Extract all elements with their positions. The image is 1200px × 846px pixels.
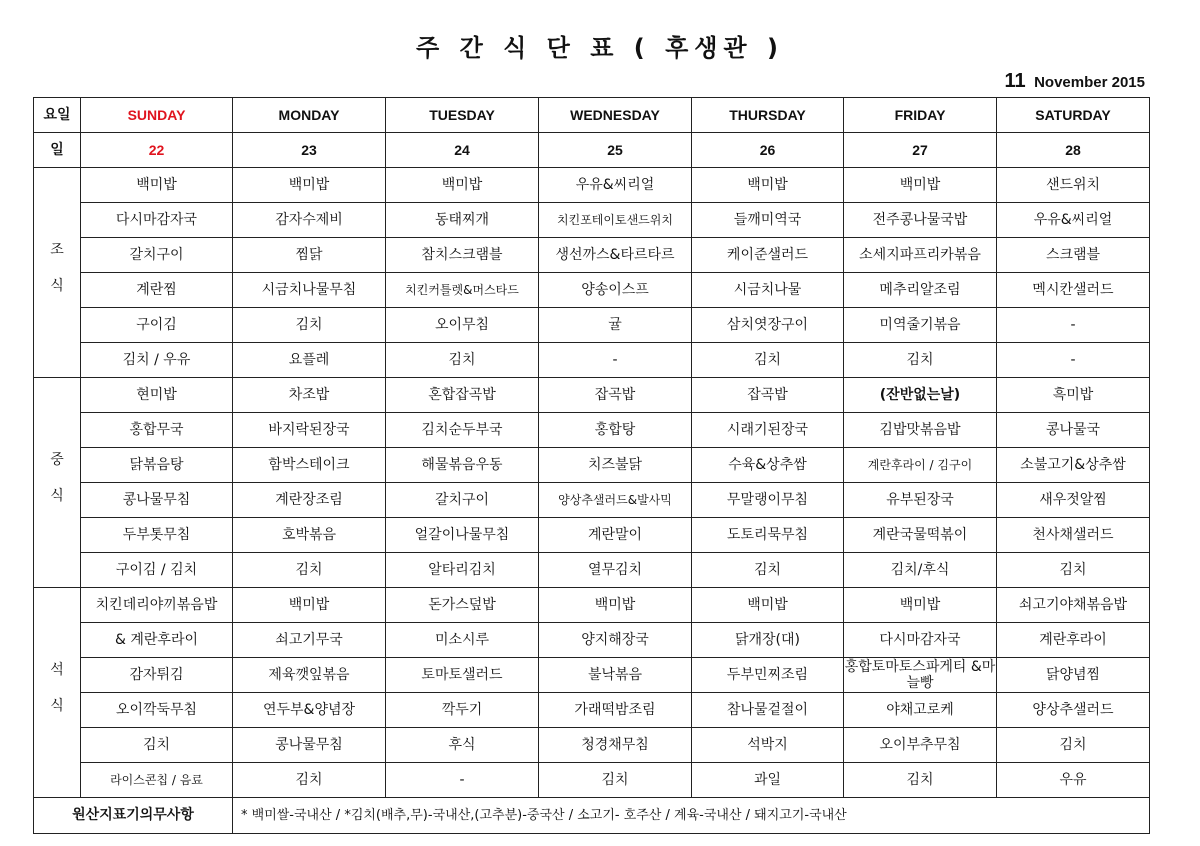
- day-name-thursday: THURSDAY: [692, 98, 844, 133]
- menu-row: [34, 553, 1150, 588]
- menu-item: 열무김치: [539, 553, 692, 588]
- menu-item: -: [539, 343, 692, 378]
- menu-item: 쇠고기무국: [233, 623, 386, 658]
- menu-item: 스크램블: [997, 238, 1150, 273]
- date-month-year: November 2015: [1034, 74, 1145, 91]
- menu-item: 백미밥: [692, 168, 844, 203]
- menu-item: 치킨포테이토샌드위치: [539, 203, 692, 238]
- menu-item: 잡곡밥: [539, 378, 692, 413]
- menu-item: 갈치구이: [81, 238, 233, 273]
- menu-item: 김치: [844, 763, 997, 798]
- date-cell: 24: [386, 133, 539, 168]
- menu-item: 메추리알조림: [844, 273, 997, 308]
- menu-item: 홍합무국: [81, 413, 233, 448]
- menu-item: & 계란후라이: [81, 623, 233, 658]
- menu-item: 함박스테이크: [233, 448, 386, 483]
- date-cell: 25: [539, 133, 692, 168]
- day-name-wednesday: WEDNESDAY: [539, 98, 692, 133]
- meal-label-text: 중 식: [50, 452, 64, 504]
- menu-item: 갈치구이: [386, 483, 539, 518]
- menu-item: 해물볶음우동: [386, 448, 539, 483]
- menu-item: 돈가스덮밥: [386, 588, 539, 623]
- menu-item: 토마토샐러드: [386, 658, 539, 693]
- menu-item: 동태찌개: [386, 203, 539, 238]
- menu-item: 백미밥: [81, 168, 233, 203]
- menu-item: 백미밥: [692, 588, 844, 623]
- day-name-tuesday: TUESDAY: [386, 98, 539, 133]
- menu-row: [34, 763, 1150, 798]
- menu-row: [34, 658, 1150, 693]
- menu-item: 김치: [233, 553, 386, 588]
- menu-item: 김치: [539, 763, 692, 798]
- menu-item: 김치: [692, 553, 844, 588]
- menu-item: 양상추샐러드&발사믹: [539, 483, 692, 518]
- menu-item: 알타리김치: [386, 553, 539, 588]
- menu-item: 치킨커틀렛&머스타드: [386, 273, 539, 308]
- menu-item: 참치스크램블: [386, 238, 539, 273]
- menu-item: 닭개장(대): [692, 623, 844, 658]
- origin-label: 원산지표기의무사항: [34, 798, 233, 834]
- date-label: 일: [34, 133, 81, 168]
- menu-item: 소세지파프리카볶음: [844, 238, 997, 273]
- date-header-row: [34, 133, 1150, 168]
- menu-item: 새우젓알찜: [997, 483, 1150, 518]
- menu-item: 두부톳무침: [81, 518, 233, 553]
- menu-item: 야채고로케: [844, 693, 997, 728]
- date-cell: 22: [81, 133, 233, 168]
- menu-item: 김치/후식: [844, 553, 997, 588]
- menu-item: 김치: [233, 308, 386, 343]
- menu-item: 오이깍둑무침: [81, 693, 233, 728]
- menu-item: -: [997, 343, 1150, 378]
- menu-item: 소불고기&상추쌈: [997, 448, 1150, 483]
- menu-date: [1004, 70, 1145, 93]
- menu-item: 김치 / 우유: [81, 343, 233, 378]
- menu-row: [34, 343, 1150, 378]
- menu-item: 멕시칸샐러드: [997, 273, 1150, 308]
- menu-item: 쇠고기야채볶음밥: [997, 588, 1150, 623]
- menu-row: [34, 168, 1150, 203]
- date-cell: 28: [997, 133, 1150, 168]
- day-name-saturday: SATURDAY: [997, 98, 1150, 133]
- menu-item: 백미밥: [233, 168, 386, 203]
- menu-item: 가래떡밤조림: [539, 693, 692, 728]
- menu-row: [34, 518, 1150, 553]
- menu-item: 계란장조림: [233, 483, 386, 518]
- menu-item: 김치: [81, 728, 233, 763]
- menu-item: (잔반없는날): [844, 378, 997, 413]
- day-name-friday: FRIDAY: [844, 98, 997, 133]
- weekly-menu-table: [33, 97, 1150, 834]
- menu-item: 불낙볶음: [539, 658, 692, 693]
- menu-item: 구이김: [81, 308, 233, 343]
- meal-label: [34, 168, 81, 378]
- menu-item: 후식: [386, 728, 539, 763]
- menu-item: 무말랭이무침: [692, 483, 844, 518]
- menu-item: 계란국물떡볶이: [844, 518, 997, 553]
- date-cell: 27: [844, 133, 997, 168]
- menu-item: 과일: [692, 763, 844, 798]
- menu-item: 백미밥: [386, 168, 539, 203]
- day-name-sunday: SUNDAY: [81, 98, 233, 133]
- origin-text: * 백미쌀-국내산 / *김치(배추,무)-국내산,(고추분)-중국산 / 소고기- 호주산 / 계육-국내산 / 돼지고기-국내산: [233, 798, 1150, 834]
- menu-row: [34, 623, 1150, 658]
- menu-item: 오이무침: [386, 308, 539, 343]
- menu-row: [34, 273, 1150, 308]
- menu-row: [34, 238, 1150, 273]
- meal-label: [34, 588, 81, 798]
- menu-item: 김치: [997, 553, 1150, 588]
- menu-row: [34, 588, 1150, 623]
- menu-item: 전주콩나물국밥: [844, 203, 997, 238]
- menu-item: 백미밥: [844, 168, 997, 203]
- menu-row: [34, 413, 1150, 448]
- menu-item: 김치: [844, 343, 997, 378]
- menu-item: -: [386, 763, 539, 798]
- menu-row: [34, 728, 1150, 763]
- menu-item: 계란찜: [81, 273, 233, 308]
- menu-item: 백미밥: [539, 588, 692, 623]
- menu-item: 라이스콘칩 / 음료: [81, 763, 233, 798]
- menu-item: 홍합토마토스파게티 &마늘빵: [844, 659, 996, 691]
- menu-item: 오이부추무침: [844, 728, 997, 763]
- menu-item: 치킨데리야끼볶음밥: [81, 588, 233, 623]
- menu-item: 양송이스프: [539, 273, 692, 308]
- meal-label-text: 조 식: [50, 242, 64, 294]
- menu-item: 들깨미역국: [692, 203, 844, 238]
- menu-item: 우유&씨리얼: [997, 203, 1150, 238]
- menu-item: 청경채무침: [539, 728, 692, 763]
- menu-item: 닭볶음탕: [81, 448, 233, 483]
- menu-row: [34, 448, 1150, 483]
- menu-item: 다시마감자국: [81, 203, 233, 238]
- menu-item: 귤: [539, 308, 692, 343]
- menu-item: 제육깻잎볶음: [233, 658, 386, 693]
- menu-item: 혼합잡곡밥: [386, 378, 539, 413]
- menu-item: 양지해장국: [539, 623, 692, 658]
- menu-item: 다시마감자국: [844, 623, 997, 658]
- menu-item: 구이김 / 김치: [81, 553, 233, 588]
- footer-row: [34, 798, 1150, 834]
- menu-item: 얼갈이나물무침: [386, 518, 539, 553]
- menu-item: 깍두기: [386, 693, 539, 728]
- day-name-monday: MONDAY: [233, 98, 386, 133]
- meal-label-text: 석 식: [50, 662, 64, 714]
- menu-item: 석박지: [692, 728, 844, 763]
- menu-item: 흑미밥: [997, 378, 1150, 413]
- menu-item: 연두부&양념장: [233, 693, 386, 728]
- menu-item: 우유&씨리얼: [539, 168, 692, 203]
- menu-item: 케이준샐러드: [692, 238, 844, 273]
- meal-label: [34, 378, 81, 588]
- menu-item: 시금치나물무침: [233, 273, 386, 308]
- page-title: 주 간 식 단 표 ( 후생관 ): [416, 34, 784, 62]
- menu-item: 도토리묵무침: [692, 518, 844, 553]
- menu-item: 감자튀김: [81, 658, 233, 693]
- menu-item: 참나물겉절이: [692, 693, 844, 728]
- menu-row: [34, 693, 1150, 728]
- menu-item: 김밥맛볶음밥: [844, 413, 997, 448]
- menu-item: 계란말이: [539, 518, 692, 553]
- menu-item: 치즈불닭: [539, 448, 692, 483]
- menu-item: 미역줄기볶음: [844, 308, 997, 343]
- menu-row: [34, 308, 1150, 343]
- menu-item: 콩나물무침: [81, 483, 233, 518]
- menu-item: 샌드위치: [997, 168, 1150, 203]
- menu-item: 삼치엿장구이: [692, 308, 844, 343]
- menu-item: 김치: [692, 343, 844, 378]
- menu-item: 수육&상추쌈: [692, 448, 844, 483]
- menu-item: 양상추샐러드: [997, 693, 1150, 728]
- menu-item: 콩나물무침: [233, 728, 386, 763]
- date-cell: 26: [692, 133, 844, 168]
- menu-item: 닭양념찜: [997, 658, 1150, 693]
- day-header-row: [34, 98, 1150, 133]
- menu-item: 감자수제비: [233, 203, 386, 238]
- menu-item: 시금치나물: [692, 273, 844, 308]
- menu-item: 시래기된장국: [692, 413, 844, 448]
- menu-item: 미소시루: [386, 623, 539, 658]
- menu-item: 생선까스&타르타르: [539, 238, 692, 273]
- menu-item: 콩나물국: [997, 413, 1150, 448]
- menu-item: 두부민찌조림: [692, 658, 844, 693]
- menu-item: 천사채샐러드: [997, 518, 1150, 553]
- menu-item: 호박볶음: [233, 518, 386, 553]
- menu-item: 김치순두부국: [386, 413, 539, 448]
- menu-item: 계란후라이: [997, 623, 1150, 658]
- menu-item: 현미밥: [81, 378, 233, 413]
- menu-item: 유부된장국: [844, 483, 997, 518]
- menu-item: 김치: [997, 728, 1150, 763]
- menu-row: [34, 378, 1150, 413]
- day-label: 요일: [34, 98, 81, 133]
- menu-item: 백미밥: [844, 588, 997, 623]
- menu-item: 요플레: [233, 343, 386, 378]
- menu-item: 차조밥: [233, 378, 386, 413]
- menu-row: [34, 203, 1150, 238]
- menu-item: 찜닭: [233, 238, 386, 273]
- menu-item: 백미밥: [233, 588, 386, 623]
- menu-item: 바지락된장국: [233, 413, 386, 448]
- menu-row: [34, 483, 1150, 518]
- menu-item: -: [997, 308, 1150, 343]
- date-cell: 23: [233, 133, 386, 168]
- menu-item: 우유: [997, 763, 1150, 798]
- menu-item: 김치: [233, 763, 386, 798]
- menu-item: 김치: [386, 343, 539, 378]
- date-day: 11: [1004, 70, 1026, 92]
- menu-item: 홍합탕: [539, 413, 692, 448]
- menu-item: 계란후라이 / 김구이: [844, 448, 997, 483]
- menu-item: 잡곡밥: [692, 378, 844, 413]
